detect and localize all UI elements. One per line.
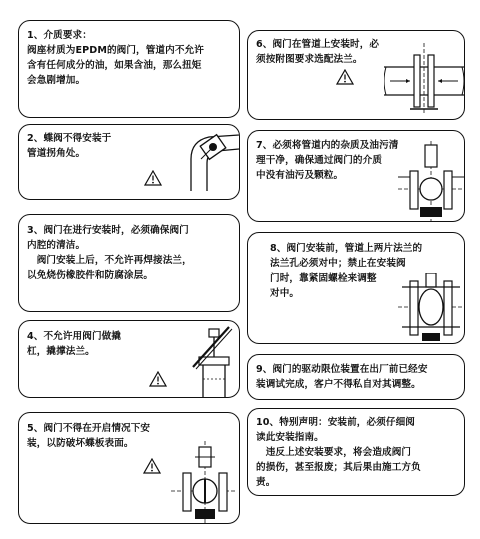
warning-triangle-icon — [336, 69, 354, 85]
note-box-10 — [247, 408, 465, 496]
note-box-3 — [18, 214, 240, 312]
note-text-2: 2、蝶阀不得安装于 管道拐角处。 — [27, 133, 112, 159]
warning-triangle-icon — [149, 371, 167, 387]
note-text-9: 9、阀门的驱动限位装置在出厂前已经安 装调试完成，客户不得私自对其调整。 — [256, 364, 428, 390]
open-valve-install-figure — [169, 439, 239, 523]
warning-triangle-icon — [143, 458, 161, 474]
note-text-1: 1、介质要求： 阀座材质为EPDM的阀门，管道内不允许 含有任何成分的油，如果含油，那么扭矩 会急剧增加。 — [27, 30, 204, 86]
note-box-4 — [18, 320, 240, 398]
note-box-5 — [18, 412, 240, 524]
note-text-3: 3、阀门在进行安装时，必须确保阀门 内腔的清洁。 阀门安装上后，不允许再焊接法兰， 以免烧伤橡胶件和防腐涂层。 — [27, 225, 192, 281]
note-text-8: 8、阀门安装前，管道上两片法兰的 法兰孔必须对中；禁止在安装阀 门时，靠紧固螺栓来调整 对中。 — [270, 243, 423, 299]
note-text-7: 7、必须将管道内的杂质及油污清 理干净，确保通过阀门的介质 中没有油污及颗粒。 — [256, 140, 399, 181]
note-box-7 — [247, 130, 465, 222]
note-box-6 — [247, 30, 465, 120]
note-text-6: 6、阀门在管道上安装时，必 须按附图要求选配法兰。 — [256, 39, 380, 65]
note-box-1 — [18, 20, 240, 118]
warning-triangle-icon — [144, 170, 162, 186]
pry-bar-valve-figure — [185, 323, 240, 397]
note-text-5: 5、阀门不得在开启情况下安 装，以防破坏蝶板表面。 — [27, 423, 151, 449]
note-box-2 — [18, 124, 240, 200]
clean-pipe-valve-figure — [398, 141, 464, 221]
note-text-4: 4、不允许用阀门做撬 杠，撬撑法兰。 — [27, 331, 122, 357]
note-text-10: 10、特别声明：安装前，必须仔细阅 读此安装指南。 违反上述安装要求，将会造成阀门 的损伤，甚至报废；其后果由施工方负 责。 — [256, 417, 421, 488]
corner-pipe-valve-figure — [187, 129, 240, 199]
note-box-8 — [247, 232, 465, 344]
note-box-9 — [247, 354, 465, 400]
flange-pipe-figure — [384, 41, 464, 117]
flange-alignment-figure — [398, 273, 464, 343]
